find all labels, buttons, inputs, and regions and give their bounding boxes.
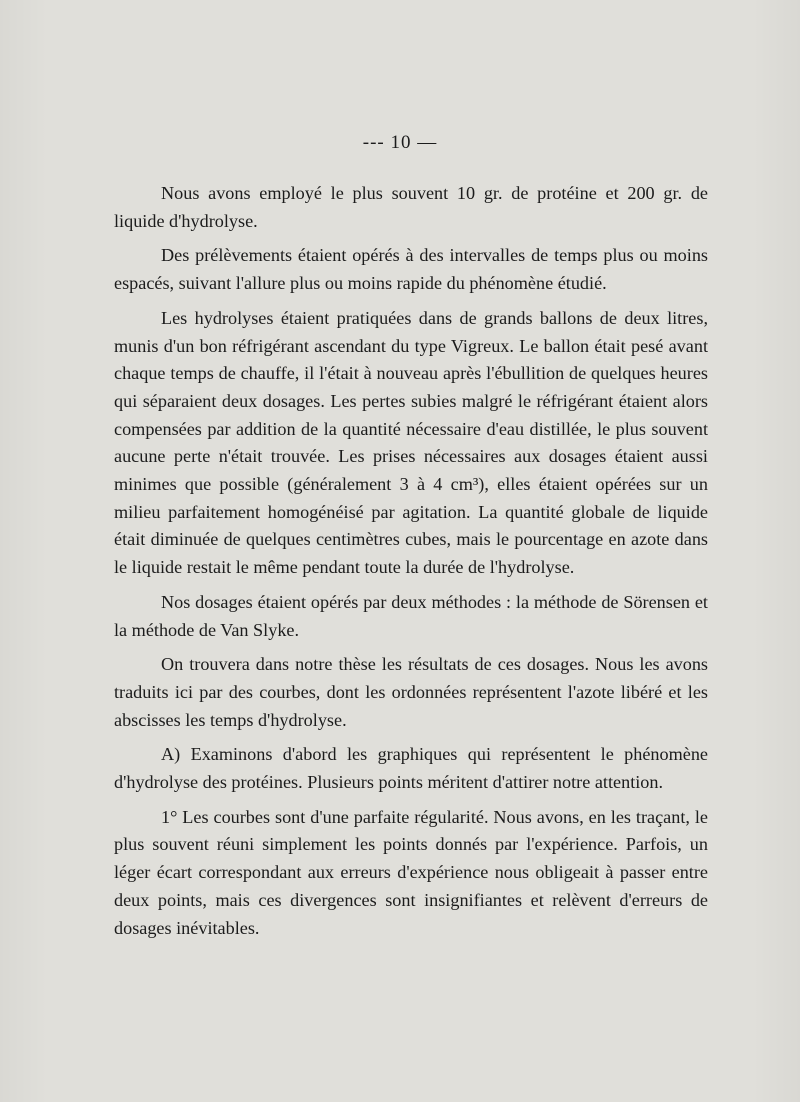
paragraph-4: Nos dosages étaient opérés par deux méthodes : la méthode de Sörensen et la méthode de Van Slyke. — [114, 591, 708, 640]
paragraph-3: Les hydrolyses étaient pratiquées dans de grands ballons de deux litres, munis d'un bon réfrigérant ascendant du type Vigreux. Le ballon était pesé avant chaque temps de chauffe, il l'était à nouveau après l'ébullition de quelques heures qui séparaient deux dosages. Les pertes subies malgré le réfrigérant étaient alors compensées par addition de la quantité nécessaire d'eau distillée, le plus souvent aucune perte n'était trouvée. Les prises nécessaires aux dosages étaient aussi minimes que possible (généralement 3 à 4 cm³), elles étaient opérées sur un milieu parfaitement homogénéisé par agitation. La quantité globale de liquide était diminuée de quelques centimètres cubes, mais le pourcentage en azote dans le liquide restait le même pendant toute la durée de l'hydrolyse. — [114, 307, 708, 578]
page-number: --- 10 — — [362, 132, 438, 153]
body-text — [114, 180, 708, 949]
paragraph-7: 1° Les courbes sont d'une parfaite régularité. Nous avons, en les traçant, le plus souvent réuni simplement les points donnés par l'expérience. Parfois, un léger écart correspondant aux erreurs d'expérience nous obligeait à passer entre deux points, mais ces divergences sont insignifiantes et relèvent d'erreurs de dosages inévitables. — [114, 806, 708, 938]
paragraph-6: A) Examinons d'abord les graphiques qui représentent le phénomène d'hydrolyse des protéines. Plusieurs points méritent d'attirer notre attention. — [114, 744, 708, 793]
paragraph-2: Des prélèvements étaient opérés à des intervalles de temps plus ou moins espacés, suivant l'allure plus ou moins rapide du phénomène étudié. — [114, 245, 708, 294]
paragraph-1: Nous avons employé le plus souvent 10 gr. de protéine et 200 gr. de liquide d'hydrolyse. — [114, 183, 708, 231]
paragraph-5: On trouvera dans notre thèse les résultats de ces dosages. Nous les avons traduits ici par des courbes, dont les ordonnées représentent l'azote libéré et les abscisses les temps d'hydrolyse. — [114, 654, 708, 730]
